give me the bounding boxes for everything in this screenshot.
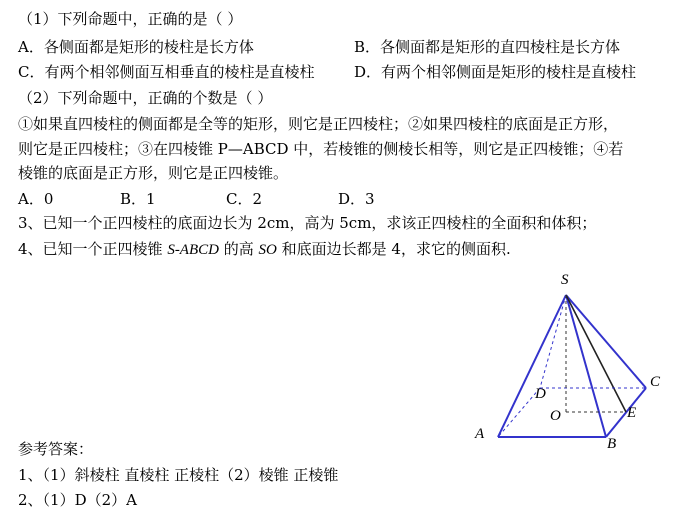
label-S: S (561, 272, 569, 288)
edge-SB (566, 295, 606, 437)
q2-statement-line-2: 则它是正四棱柱；③在四棱锥 P—ABCD 中，若棱锥的侧棱长相等，则它是正四棱锥；④若 (18, 140, 624, 158)
q4-height-name: SO (258, 242, 277, 258)
label-A: A (475, 426, 485, 442)
edge-BC (606, 388, 646, 437)
q2-choice-b: B．1 (120, 190, 156, 208)
label-D: D (535, 386, 546, 402)
q2-choice-c: C．2 (226, 190, 263, 208)
q2-statement-line-1: ①如果直四棱柱的侧面都是全等的矩形，则它是正四棱柱；②如果四棱柱的底面是正方形， (18, 115, 619, 133)
q2-choice-d: D．3 (338, 190, 375, 208)
label-B: B (607, 436, 617, 452)
q1-option-a: A．各侧面都是矩形的棱柱是长方体 (18, 38, 254, 56)
q2-stem: （2）下列命题中，正确的个数是（ ） (18, 89, 273, 107)
q1-stem: （1）下列命题中，正确的是（ ） (18, 10, 243, 28)
label-E: E (627, 405, 637, 421)
q4-mid: 的高 (218, 240, 259, 258)
question-4 (18, 240, 511, 259)
label-C: C (650, 374, 661, 390)
answer-2: 2、（1）D（2）A (18, 491, 137, 509)
q2-statement-line-3: 棱锥的底面是正方形，则它是正四棱锥。 (18, 164, 289, 182)
q4-prefix: 4、已知一个正四棱锥 (18, 240, 168, 258)
q2-choice-a: A．0 (18, 190, 54, 208)
q1-option-d: D．有两个相邻侧面是矩形的棱柱是直棱柱 (354, 63, 637, 81)
question-3: 3、已知一个正四棱柱的底面边长为 2cm，高为 5cm，求该正四棱柱的全面积和体积； (18, 214, 597, 232)
pyramid-figure (460, 262, 688, 462)
q1-option-b: B．各侧面都是矩形的直四棱柱是长方体 (354, 38, 621, 56)
answer-1: 1、（1）斜棱柱 直棱柱 正棱柱（2）棱锥 正棱锥 (18, 466, 339, 484)
q4-pyramid-name: S-ABCD (167, 242, 219, 258)
q4-suffix: 和底面边长都是 4，求它的侧面积. (276, 240, 511, 258)
q1-option-c: C．有两个相邻侧面互相垂直的棱柱是直棱柱 (18, 63, 315, 81)
label-O: O (550, 408, 561, 424)
answer-heading: 参考答案： (18, 440, 94, 458)
